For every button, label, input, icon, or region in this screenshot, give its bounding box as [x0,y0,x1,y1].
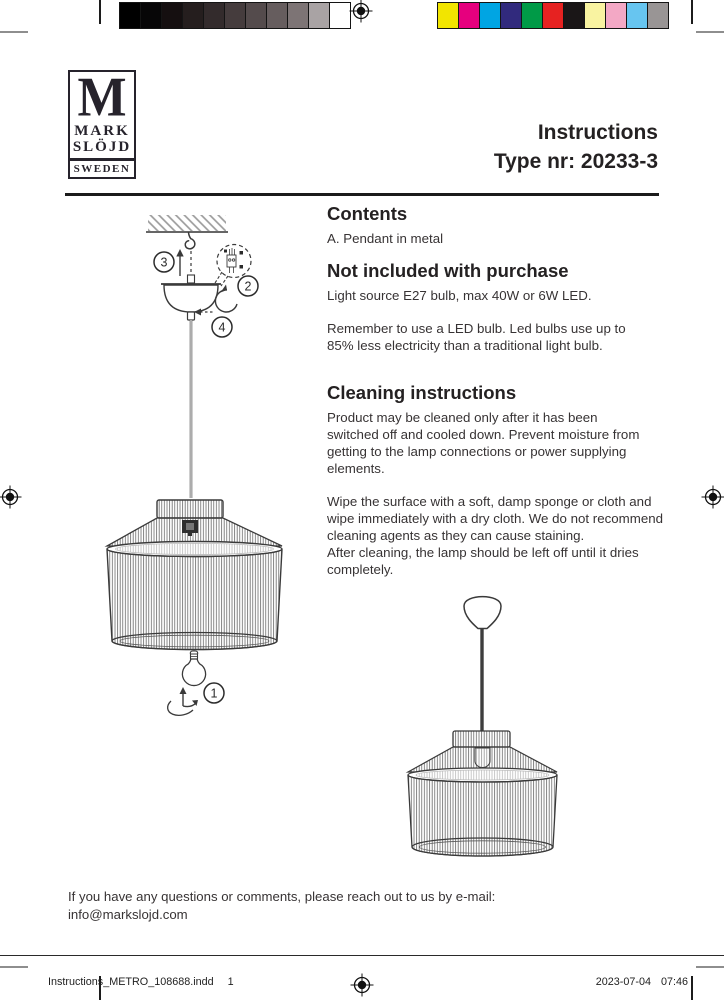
logo-word-sweden: SWEDEN [68,159,136,179]
section-contents [327,202,687,247]
crop-mark [99,0,101,24]
section-body: Wipe the surface with a soft, damp sponge or cloth and wipe immediately with a dry cloth. We do not recommend cleaning agents as they can cause staining. After cleaning, the lamp should be left off until it dries completely. [327,494,664,577]
registration-mark-icon [0,485,22,509]
step-2-badge [238,276,258,296]
section-body: A. Pendant in metal [327,231,444,246]
ceiling-icon [146,215,228,232]
header-divider [65,193,659,196]
section-not-included [327,259,687,354]
footer-time: 07:46 [660,976,688,988]
canopy-icon [464,597,501,629]
color-swatch [647,2,669,29]
logo-main-box [68,66,136,160]
ceiling-canopy-icon [161,284,221,320]
lamp-shade-figure [107,500,282,650]
registration-mark-icon [349,0,373,23]
crop-mark [0,966,28,968]
section-cleaning [327,381,687,578]
section-note: Remember to use a LED bulb. Led bulbs use up to 85% less electricity than a traditional light bulb. [327,321,626,353]
document-title-block [494,118,658,176]
color-swatch [437,2,459,29]
color-swatch [584,2,606,29]
color-swatch [161,2,183,29]
color-swatch [224,2,246,29]
crop-mark [691,976,693,1000]
logo-monogram: M [77,66,127,129]
type-number: Type nr: 20233-3 [493,150,658,173]
step-3-badge [154,252,174,272]
step-1-twist-icon [168,687,198,715]
color-swatch [119,2,141,29]
registration-mark-icon [350,973,374,997]
footer-page-number: 1 [227,976,234,988]
color-swatch [245,2,267,29]
grayscale-calibration-bar [120,2,351,29]
color-swatch [287,2,309,29]
shade-figure [408,731,557,856]
color-swatch [182,2,204,29]
crop-mark [696,966,724,968]
color-swatch [140,2,162,29]
color-swatch [266,2,288,29]
registration-mark-icon [701,485,724,509]
color-calibration-bar [438,2,669,29]
socket-icon [475,748,490,768]
color-swatch [521,2,543,29]
contact-text: If you have any questions or comments, please reach out to us by e-mail: info@markslojd.com [68,889,496,922]
color-swatch [626,2,648,29]
svg-text:3: 3 [160,255,168,270]
color-swatch [605,2,627,29]
section-heading: Not included with purchase [327,260,569,281]
color-swatch [203,2,225,29]
svg-text:2: 2 [244,279,252,294]
footer-divider [0,955,724,956]
crop-mark [696,31,724,33]
color-swatch [479,2,501,29]
footer-datetime-block [596,976,688,988]
cord [480,629,483,732]
color-swatch [329,2,351,29]
crop-mark [691,0,693,24]
section-body: Product may be cleaned only after it has been switched off and cooled down. Prevent moisture from getting to the lamp connections or power supplying elements. [327,410,640,476]
logo-word-slojd: SLÖJD [72,139,132,155]
footer-date: 2023-07-04 [595,976,651,988]
markslojd-logo [68,66,136,179]
color-swatch [500,2,522,29]
installation-diagram [88,205,320,720]
logo-word-mark: MARK [74,123,130,139]
color-swatch [458,2,480,29]
step-1-badge [204,683,224,703]
color-swatch [542,2,564,29]
color-swatch [308,2,330,29]
ceiling-hook-icon [185,233,195,284]
svg-text:1: 1 [210,686,218,701]
color-swatch [563,2,585,29]
section-body: Light source E27 bulb, max 40W or 6W LED. [327,288,592,303]
step-3-arrow-icon [176,249,183,276]
page-title: Instructions [537,121,658,144]
footer-filename-block [48,976,234,988]
footer-filename: Instructions_METRO_108688.indd [48,976,214,988]
section-heading: Cleaning instructions [327,382,517,403]
light-bulb-icon [182,651,205,686]
section-heading: Contents [327,203,408,224]
crop-mark [0,31,28,33]
pendant-lamp-figure [400,585,565,870]
step-4-badge [212,317,232,337]
svg-text:4: 4 [218,320,226,335]
